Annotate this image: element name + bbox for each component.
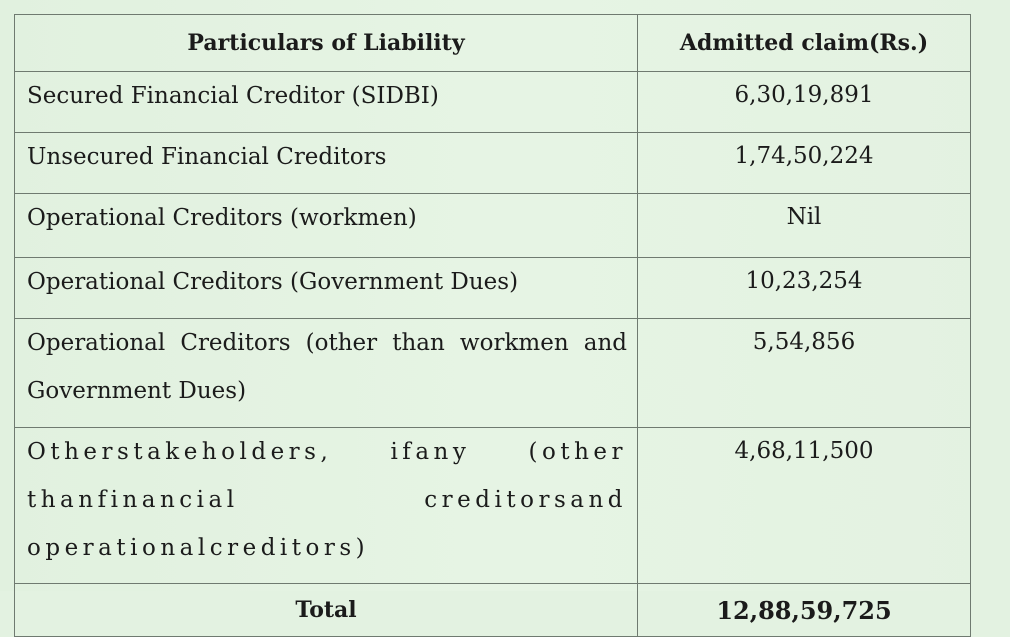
claim-cell: 6,30,19,891 (638, 72, 971, 133)
total-label: Total (15, 584, 638, 637)
table-row (15, 428, 971, 584)
claim-cell: 5,54,856 (638, 319, 971, 428)
liability-table (14, 14, 971, 637)
total-row (15, 584, 971, 637)
table-row (15, 194, 971, 258)
particulars-cell: Unsecured Financial Creditors (15, 133, 638, 194)
claim-cell: 10,23,254 (638, 258, 971, 319)
table-row (15, 258, 971, 319)
particulars-cell: Secured Financial Creditor (SIDBI) (15, 72, 638, 133)
particulars-cell: Operational Creditors (other than workmen and Government Dues) (15, 319, 638, 428)
particulars-cell: Operational Creditors (workmen) (15, 194, 638, 258)
table-header-row (15, 15, 971, 72)
header-admitted-claim: Admitted claim(Rs.) (638, 15, 971, 72)
header-particulars: Particulars of Liability (15, 15, 638, 72)
table-row (15, 133, 971, 194)
particulars-cell: Operational Creditors (Government Dues) (15, 258, 638, 319)
claim-cell: 4,68,11,500 (638, 428, 971, 584)
claim-cell: Nil (638, 194, 971, 258)
particulars-cell: Otherstakeholders, ifany (other thanfinancial creditorsand operationalcreditors) (15, 428, 638, 584)
total-claim: 12,88,59,725 (638, 584, 971, 637)
table-row (15, 319, 971, 428)
table-row (15, 72, 971, 133)
claim-cell: 1,74,50,224 (638, 133, 971, 194)
